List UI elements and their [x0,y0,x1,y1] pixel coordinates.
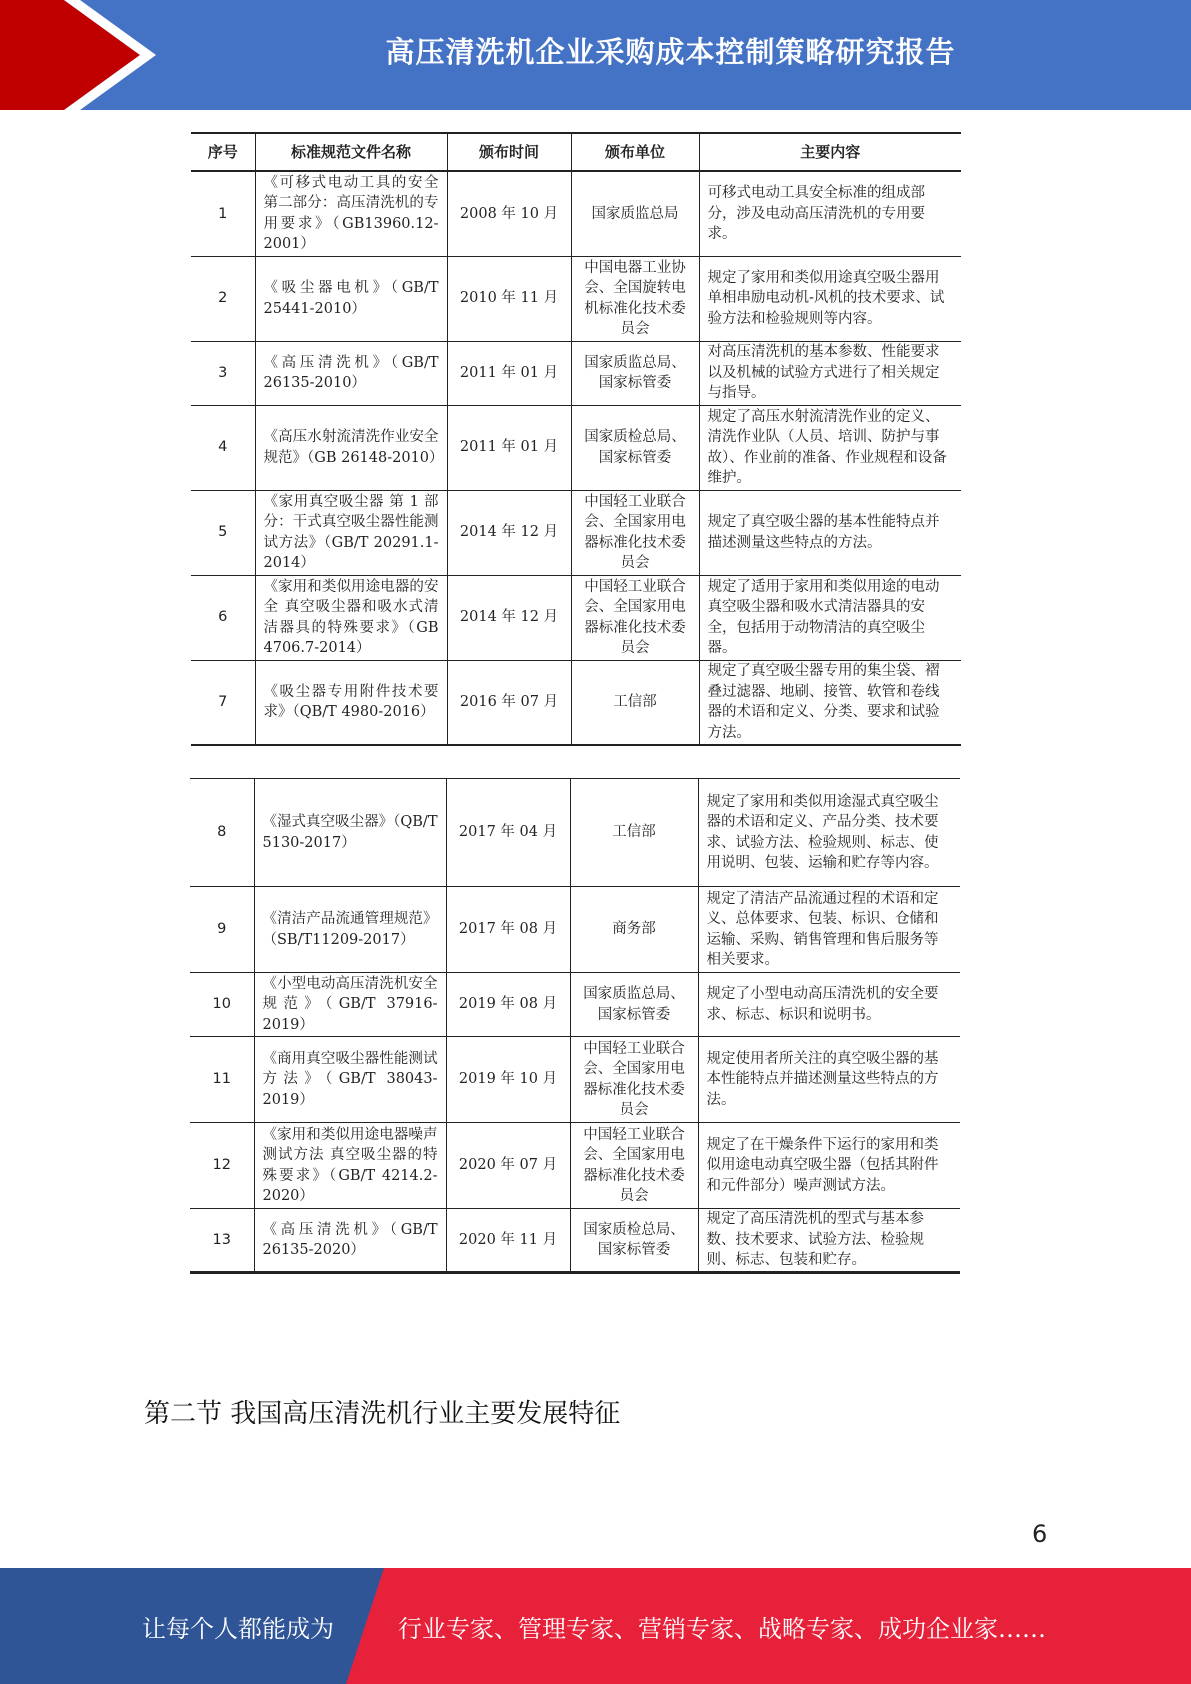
table-row [190,887,960,973]
row-no: 6 [191,575,255,660]
row-date: 2020 年 11 月 [446,1209,570,1273]
row-date: 2008 年 10 月 [447,171,571,256]
col-header-no: 序号 [191,133,255,171]
row-name: 《高压清洗机》（GB/T 26135-2020） [254,1209,446,1273]
row-date: 2017 年 08 月 [446,887,570,973]
footer-slogan-right: 行业专家、管理专家、营销专家、战略专家、成功企业家…… [398,1614,1046,1643]
table-row [190,1209,960,1273]
row-name: 《清洁产品流通管理规范》（SB/T11209-2017） [254,887,446,973]
row-content: 可移式电动工具安全标准的组成部分，涉及电动高压清洗机的专用要求。 [699,171,961,256]
row-content: 规定了适用于家用和类似用途的电动真空吸尘器和吸水式清洁器具的安全，包括用于动物清洁的真空吸尘器。 [699,575,961,660]
row-name: 《吸尘器专用附件技术要求》（QB/T 4980-2016） [255,660,447,745]
row-unit: 国家质监总局、国家标管委 [570,973,698,1037]
row-content: 规定了真空吸尘器的基本性能特点并描述测量这些特点的方法。 [699,490,961,575]
row-unit: 工信部 [571,660,699,745]
row-unit: 中国轻工业联合会、全国家用电器标准化技术委员会 [570,1037,698,1123]
row-date: 2010 年 11 月 [447,256,571,341]
row-unit: 国家质检总局、国家标管委 [571,405,699,490]
row-no: 8 [190,779,254,887]
row-no: 7 [191,660,255,745]
row-no: 3 [191,341,255,405]
table-row [191,575,961,660]
row-content: 规定了真空吸尘器专用的集尘袋、褶叠过滤器、地刷、接管、软管和卷线器的术语和定义、分类、要求和试验方法。 [699,660,961,745]
row-content: 规定了高压水射流清洗作业的定义、清洗作业队（人员、培训、防护与事故）、作业前的准备、作业规程和设备维护。 [699,405,961,490]
row-content: 规定了在干燥条件下运行的家用和类似用途电动真空吸尘器（包括其附件和元件部分）噪声测试方法。 [698,1123,960,1209]
row-unit: 国家质监总局 [571,171,699,256]
table-row [190,779,960,887]
row-unit: 国家质检总局、国家标管委 [570,1209,698,1273]
row-name: 《湿式真空吸尘器》（QB/T 5130-2017） [254,779,446,887]
row-name: 《小型电动高压清洗机安全规范》（GB/T 37916-2019） [254,973,446,1037]
header-chevron-decoration [0,0,160,110]
footer-banner [0,1568,1191,1684]
row-date: 2019 年 10 月 [446,1037,570,1123]
row-content: 规定了小型电动高压清洗机的安全要求、标志、标识和说明书。 [698,973,960,1037]
row-unit: 商务部 [570,887,698,973]
row-unit: 中国轻工业联合会、全国家用电器标准化技术委员会 [571,575,699,660]
row-date: 2017 年 04 月 [446,779,570,887]
row-date: 2014 年 12 月 [447,490,571,575]
row-no: 11 [190,1037,254,1123]
table-row [191,256,961,341]
row-no: 10 [190,973,254,1037]
table-row [191,405,961,490]
standards-table-part1 [191,132,961,746]
table-row [190,1037,960,1123]
col-header-content: 主要内容 [699,133,961,171]
col-header-unit: 颁布单位 [571,133,699,171]
row-unit: 中国轻工业联合会、全国家用电器标准化技术委员会 [570,1123,698,1209]
row-date: 2011 年 01 月 [447,405,571,490]
table-row [191,341,961,405]
row-name: 《商用真空吸尘器性能测试方法》（GB/T 38043-2019） [254,1037,446,1123]
row-unit: 中国电器工业协会、全国旋转电机标准化技术委员会 [571,256,699,341]
table-row [191,490,961,575]
row-no: 1 [191,171,255,256]
section-heading: 第二节 我国高压清洗机行业主要发展特征 [144,1399,621,1429]
row-no: 4 [191,405,255,490]
row-unit: 工信部 [570,779,698,887]
table-row [190,973,960,1037]
row-date: 2016 年 07 月 [447,660,571,745]
row-name: 《高压清洗机》（GB/T 26135-2010） [255,341,447,405]
row-content: 规定了家用和类似用途真空吸尘器用单相串励电动机-风机的技术要求、试验方法和检验规则等内容。 [699,256,961,341]
table-header-row [191,133,961,171]
col-header-date: 颁布时间 [447,133,571,171]
row-date: 2020 年 07 月 [446,1123,570,1209]
row-name: 《家用真空吸尘器 第 1 部分：干式真空吸尘器性能测试方法》（GB/T 20291.1-2014） [255,490,447,575]
row-name: 《高压水射流清洗作业安全规范》（GB 26148-2010） [255,405,447,490]
table-row [191,171,961,256]
row-name: 《吸尘器电机》（GB/T 25441-2010） [255,256,447,341]
row-content: 对高压清洗机的基本参数、性能要求以及机械的试验方式进行了相关规定与指导。 [699,341,961,405]
row-content: 规定了高压清洗机的型式与基本参数、技术要求、试验方法、检验规则、标志、包装和贮存。 [698,1209,960,1273]
table-row [191,660,961,745]
row-no: 12 [190,1123,254,1209]
row-content: 规定了家用和类似用途湿式真空吸尘器的术语和定义、产品分类、技术要求、试验方法、检验规则、标志、使用说明、包装、运输和贮存等内容。 [698,779,960,887]
row-date: 2014 年 12 月 [447,575,571,660]
row-no: 5 [191,490,255,575]
row-no: 2 [191,256,255,341]
row-name: 《家用和类似用途电器的安全 真空吸尘器和吸水式清洁器具的特殊要求》（GB 4706.7-2014） [255,575,447,660]
page-number: 6 [1032,1520,1048,1548]
row-date: 2011 年 01 月 [447,341,571,405]
row-no: 13 [190,1209,254,1273]
row-content: 规定了清洁产品流通过程的术语和定义、总体要求、包装、标识、仓储和运输、采购、销售管理和售后服务等相关要求。 [698,887,960,973]
standards-table-part2 [190,778,960,1274]
row-unit: 国家质监总局、国家标管委 [571,341,699,405]
col-header-name: 标准规范文件名称 [255,133,447,171]
row-no: 9 [190,887,254,973]
row-unit: 中国轻工业联合会、全国家用电器标准化技术委员会 [571,490,699,575]
footer-slogan-left: 让每个人都能成为 [142,1614,334,1643]
table-row [190,1123,960,1209]
report-title: 高压清洗机企业采购成本控制策略研究报告 [385,34,956,69]
row-name: 《可移式电动工具的安全 第二部分：高压清洗机的专用要求》（GB13960.12-2001） [255,171,447,256]
row-content: 规定使用者所关注的真空吸尘器的基本性能特点并描述测量这些特点的方法。 [698,1037,960,1123]
row-name: 《家用和类似用途电器噪声测试方法 真空吸尘器的特殊要求》（GB/T 4214.2-2020） [254,1123,446,1209]
row-date: 2019 年 08 月 [446,973,570,1037]
